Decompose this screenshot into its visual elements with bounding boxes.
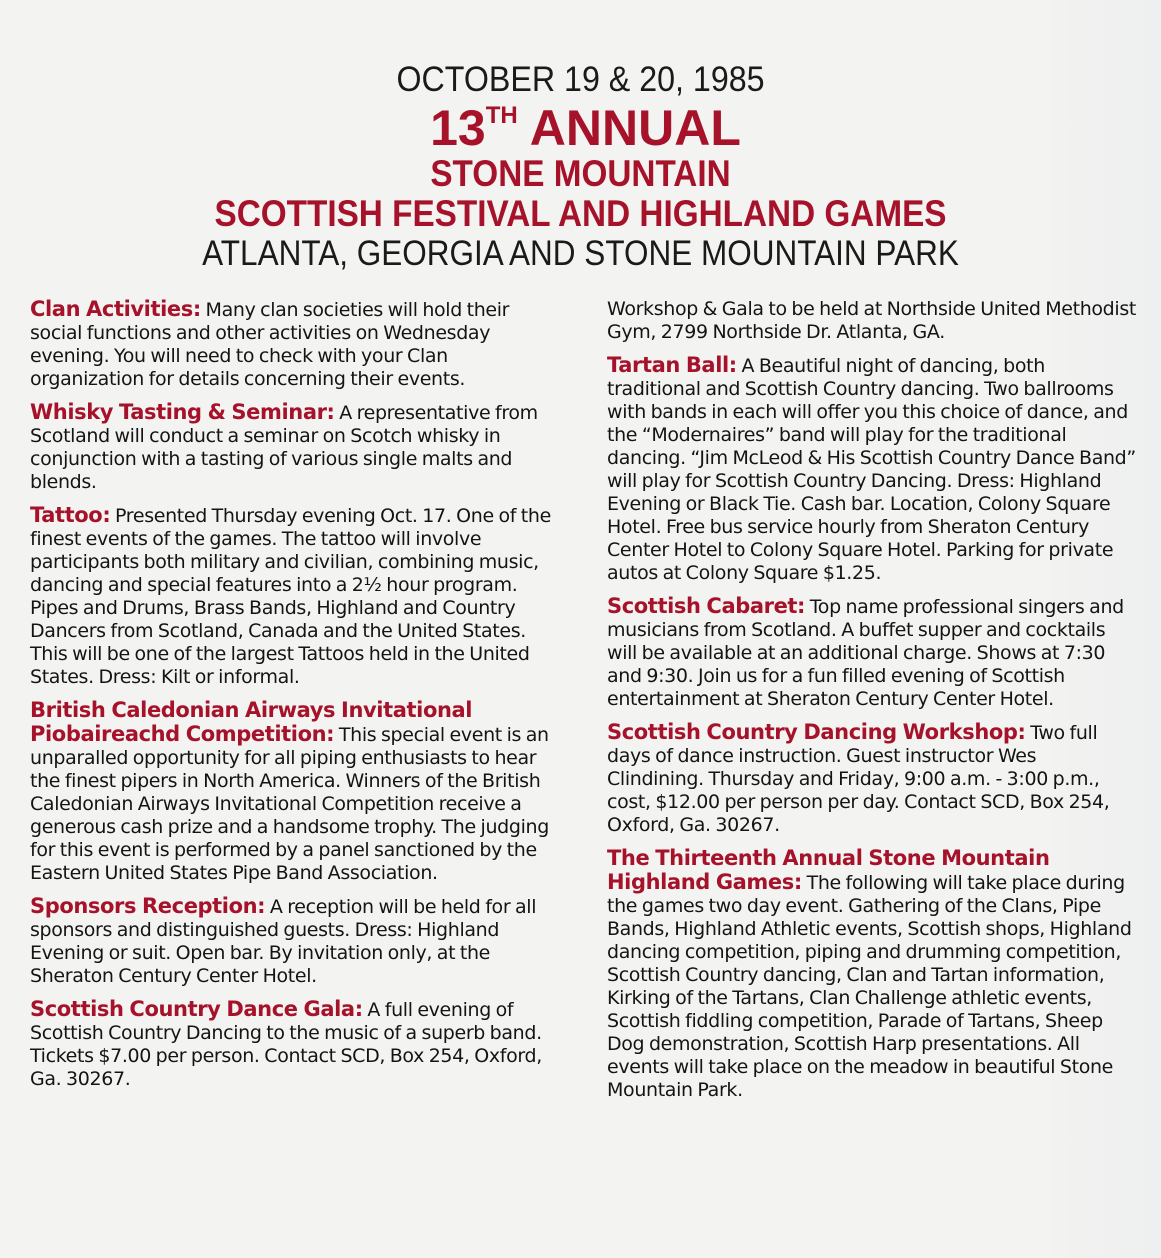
entry-body: Presented Thursday evening Oct. 17. One of the finest events of the games. The tattoo will involve participants both military and civilian, combining music, dancing and special features into a 2½ hour program. Pipes and Drums, Brass Bands, Highland and Country Dancers from Scotland, Canada and the United States. This will be one of the largest Tattoos held in the United States. Dress: Kilt or informal. — [30, 505, 551, 688]
heading-location: ATLANTA, GEORGIA AND STONE MOUNTAIN PARK — [202, 234, 959, 273]
annual-word: ANNUAL — [529, 100, 741, 156]
entry-body: This special event is an unparalled opportunity for all piping enthusiasts to hear the finest pipers in North America. Winners of the British Caledonian Airways Invitational Competition receive a generous cash prize and a handsome trophy. The judging for this event is performed by a panel sanctioned by the Eastern United States Pipe Band Association. — [30, 724, 549, 884]
entry-body: Many clan societies will hold their social functions and other activities on Wednesday evening. You will need to check with your Clan organization for details concerning their events. — [30, 299, 510, 390]
entry-title: Sponsors Reception: — [30, 894, 266, 918]
entry-body: A reception will be held for all sponsors and distinguished guests. Dress: Highland Evening or suit. Open bar. By invitation only, at the Sheraton Century Center Hotel. — [30, 896, 537, 987]
left-column — [30, 298, 560, 1101]
event-date: OCTOBER 19 & 20, 1985 — [396, 60, 765, 99]
annual-heading — [10, 102, 1161, 154]
entry-title: Scottish Country Dance Gala: — [30, 997, 363, 1021]
entry-body: Two full days of dance instruction. Guest instructor Wes Clindining. Thursday and Friday, 9:00 a.m. - 3:00 p.m., cost, $12.00 per person per day. Contact SCD, Box 254, Oxford, Ga. 30267. — [607, 722, 1110, 836]
entry-title: Scottish Cabaret: — [607, 594, 806, 618]
entry-title: British Caledonian Airways Invitational Piobaireachd Competition: — [30, 698, 473, 746]
entry-body: A Beautiful night of dancing, both traditional and Scottish Country dancing. Two ballrooms with bands in each will offer you this choice of dance, and the “Modernaires” band will play for the traditional dancing. “Jim McLeod & His Scottish Country Dance Band” will play for Scottish Country Dancing. Dress: Highland Evening or Black Tie. Cash bar. Location, Colony Square Hotel. Free bus service hourly from Sheraton Century Center Hotel to Colony Square Hotel. Parking for private autos at Colony Square $1.25. — [607, 355, 1136, 584]
event-entry-piobaireachd-competition — [30, 699, 560, 885]
entry-body: A representative from Scotland will conduct a seminar on Scotch whisky in conjunction with a tasting of various single malts and blends. — [30, 402, 538, 493]
event-entry-dancing-workshop — [607, 721, 1137, 837]
entry-title: Scottish Country Dancing Workshop: — [607, 720, 1026, 744]
program-header — [0, 58, 1161, 274]
event-entry-clan-activities — [30, 298, 560, 391]
event-entry-sponsors-reception — [30, 895, 560, 988]
entry-body: The following will take place during the games two day event. Gathering of the Clans, Pipe Bands, Highland Athletic events, Scottish shops, Highland dancing competition, piping and drumming competition, Scottish Country dancing, Clan and Tartan information, Kirking of the Tartans, Clan Challenge athletic events, Scottish fiddling competition, Parade of Tartans, Sheep Dog demonstration, Scottish Harp presentations. All events will take place on the meadow in beautiful Stone Mountain Park. — [607, 872, 1132, 1101]
annual-ordinal-suffix: TH — [485, 102, 518, 129]
entry-title: The Thirteenth Annual Stone Mountain Highland Games: — [607, 846, 1050, 894]
event-entry-tattoo — [30, 504, 560, 689]
heading-stone-mountain: STONE MOUNTAIN — [430, 153, 731, 194]
dance-gala-continuation: Workshop & Gala to be held at Northside United Methodist Gym, 2799 Northside Dr. Atlanta, GA. — [607, 298, 1136, 343]
entry-title: Clan Activities: — [30, 297, 201, 321]
entry-body: Top name professional singers and musicians from Scotland. A buffet supper and cocktails will be available at an additional charge. Shows at 7:30 and 9:30. Join us for a fun filled evening of Scottish entertainment at Sheraton Century Center Hotel. — [607, 596, 1124, 710]
event-entry-tartan-ball — [607, 354, 1137, 585]
entry-title: Tattoo: — [30, 503, 111, 527]
event-entry-scottish-cabaret — [607, 595, 1137, 711]
heading-festival: SCOTTISH FESTIVAL AND HIGHLAND GAMES — [214, 193, 947, 234]
entry-title: Whisky Tasting & Seminar: — [30, 400, 335, 424]
event-entry-whisky-tasting — [30, 401, 560, 494]
right-column — [607, 298, 1137, 1112]
entry-title: Tartan Ball: — [607, 353, 737, 377]
event-entry-highland-games — [607, 847, 1137, 1102]
annual-number: 13 — [430, 100, 486, 156]
entry-body: A full evening of Scottish Country Dancing to the music of a superb band. Tickets $7.00 per person. Contact SCD, Box 254, Oxford, Ga. 30267. — [30, 999, 542, 1090]
event-entry-dance-gala — [30, 998, 560, 1091]
